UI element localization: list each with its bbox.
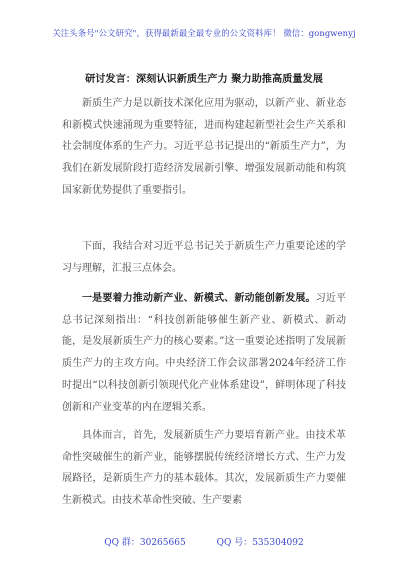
paragraph-3-body: 习近平总书记深刻指出：“科技创新能够催生新产业、新模式、新动能，是发展新质生产力的核心要素。”这一重要论述指明了发展新质生产力的主攻方向。中央经济工作会议部署2024年经济工作时提出“以科技创新引领现代化产业体系建设”，鲜明体现了科技创新和产业变革的内在逻辑关系。 (62, 293, 347, 413)
paragraph-2: 下面，我结合对习近平总书记关于新质生产力重要论述的学习与理解，汇报三点体会。 (62, 241, 346, 274)
header-banner: 关注头条号"公文研究"，获得最新最全最专业的公文资料库！ 微信：gongwenyj (52, 28, 356, 38)
footer (0, 535, 408, 548)
footer-qq-group: QQ 群：30265665 (104, 538, 186, 548)
footer-qq-number: QQ 号：535304092 (216, 538, 304, 548)
paragraph-4: 具体而言，首先，发展新质生产力要培育新产业。由技术革命性突破催生的新产业，能够摆脱传统经济增长方式、生产力发展路径，是新质生产力的基本载体。其次，发展新质生产力要催生新模式。由技术革命性突破、生产要素 (62, 430, 346, 507)
document-title: 研讨发言：深刻认识新质生产力 聚力助推高质量发展 (85, 73, 323, 85)
paragraph-1: 新质生产力是以新技术深化应用为驱动，以新产业、新业态和新模式快速涌现为重要特征，进而构建起新型社会生产关系和社会制度体系的生产力。习近平总书记提出的“新质生产力”，为我们在新发展阶段打造经济发展新引擎、增强发展新动能和构筑国家新优势提供了重要指引。 (62, 98, 346, 196)
paragraph-3 (62, 288, 346, 418)
paragraph-3-lead: 一是要着力推动新产业、新模式、新动能创新发展。 (82, 293, 316, 304)
